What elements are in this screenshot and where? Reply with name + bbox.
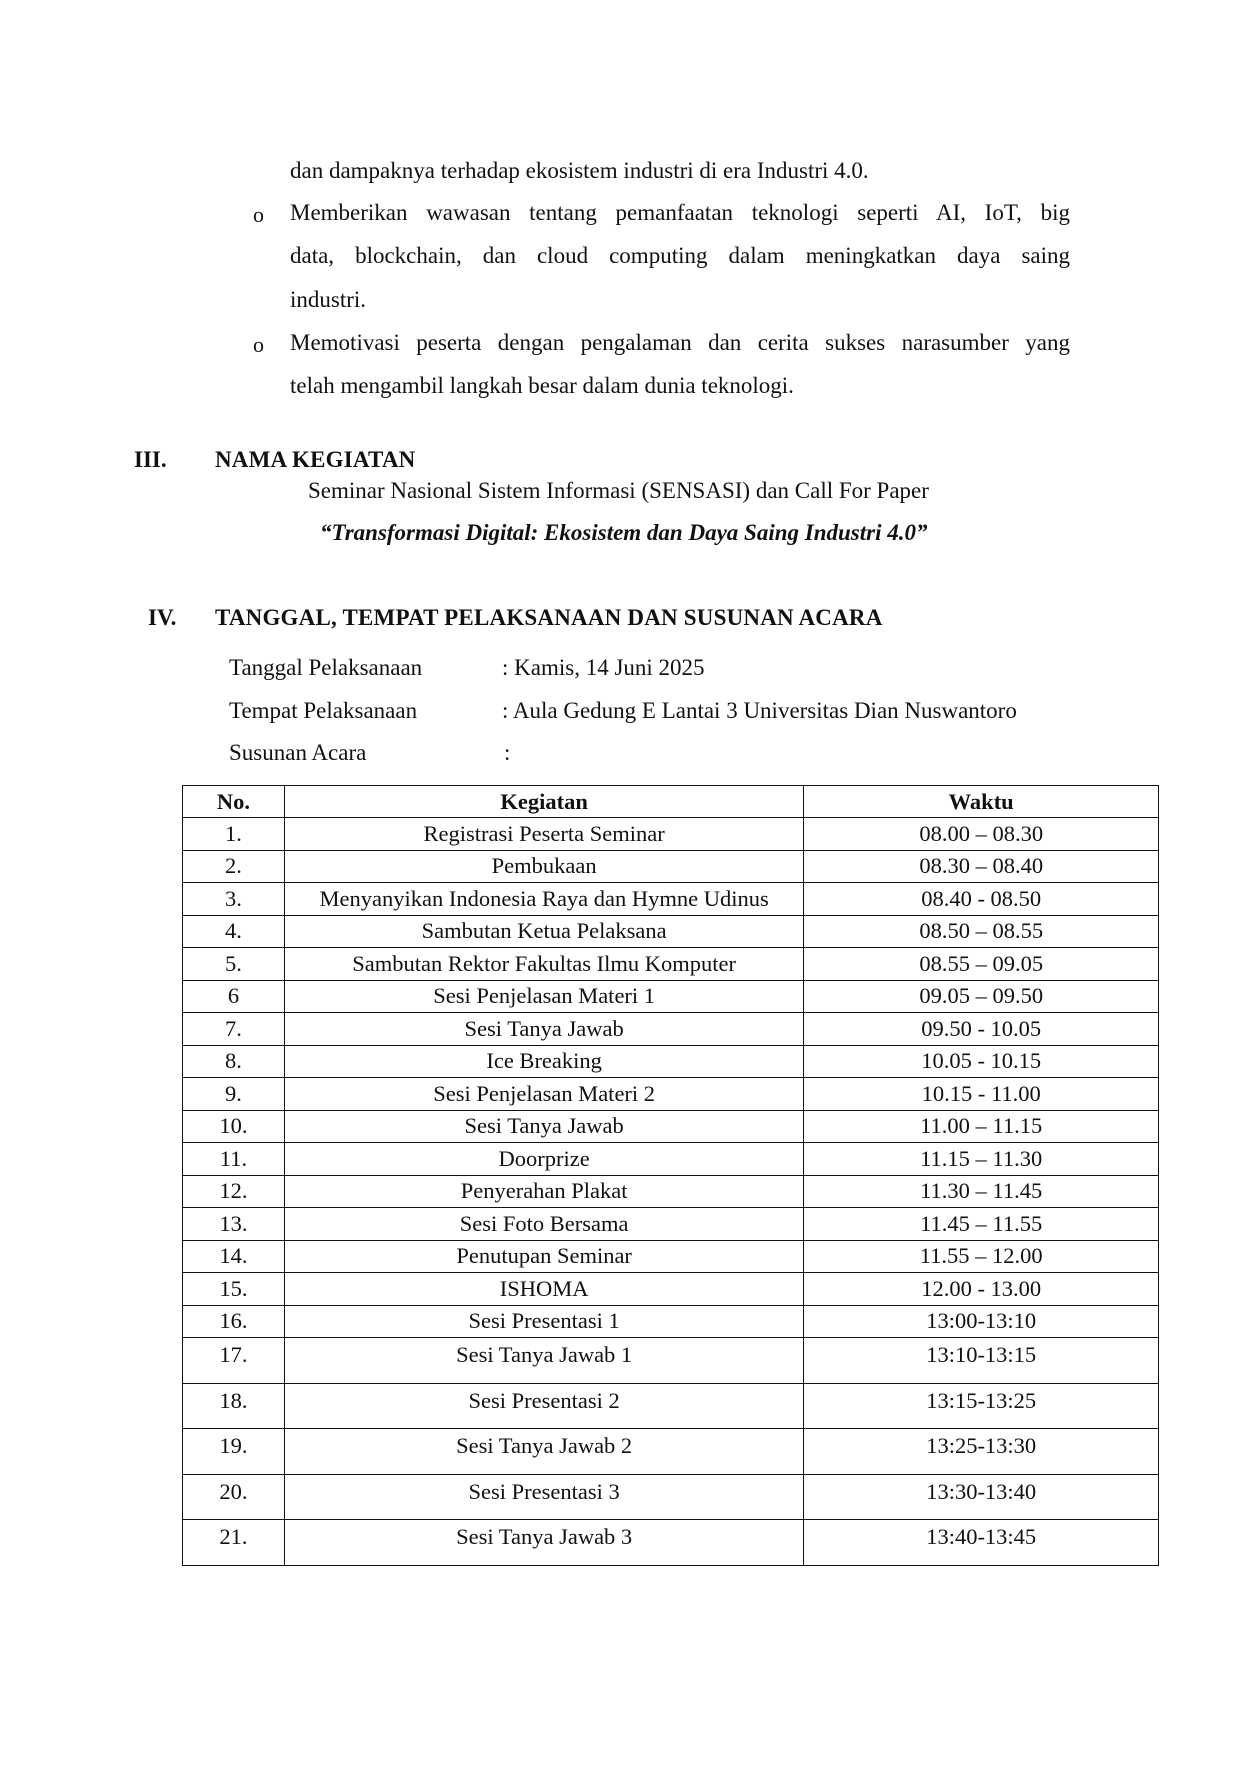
table-row <box>183 883 1159 916</box>
table-row <box>183 915 1159 948</box>
row-time: 11.55 – 12.00 <box>804 1240 1159 1273</box>
row-activity: Sesi Penjelasan Materi 1 <box>284 980 803 1013</box>
header-activity: Kegiatan <box>284 786 803 818</box>
row-no: 11. <box>183 1143 285 1176</box>
table-row <box>183 1045 1159 1078</box>
header-time: Waktu <box>804 786 1159 818</box>
table-row <box>183 1338 1159 1384</box>
row-activity: ISHOMA <box>284 1273 803 1306</box>
row-activity: Sesi Foto Bersama <box>284 1208 803 1241</box>
row-time: 13:30-13:40 <box>804 1474 1159 1520</box>
table-row <box>183 1110 1159 1143</box>
row-no: 8. <box>183 1045 285 1078</box>
row-activity: Sesi Presentasi 1 <box>284 1305 803 1338</box>
row-no: 9. <box>183 1078 285 1111</box>
row-time: 08.30 – 08.40 <box>804 850 1159 883</box>
event-name: Seminar Nasional Sistem Informasi (SENSASI) dan Call For Paper <box>308 478 929 503</box>
table-row <box>183 1013 1159 1046</box>
event-theme: “Transformasi Digital: Ekosistem dan Daya Saing Industri 4.0” <box>320 520 928 545</box>
row-no: 18. <box>183 1383 285 1429</box>
table-row <box>183 1383 1159 1429</box>
row-time: 10.15 - 11.00 <box>804 1078 1159 1111</box>
table-row <box>183 850 1159 883</box>
table-row <box>183 1273 1159 1306</box>
row-time: 11.15 – 11.30 <box>804 1143 1159 1176</box>
table-row <box>183 980 1159 1013</box>
table-row <box>183 1240 1159 1273</box>
row-time: 11.30 – 11.45 <box>804 1175 1159 1208</box>
row-activity: Sesi Presentasi 2 <box>284 1383 803 1429</box>
row-activity: Doorprize <box>284 1143 803 1176</box>
table-row <box>183 1208 1159 1241</box>
row-activity: Sesi Tanya Jawab 2 <box>284 1429 803 1475</box>
row-no: 6 <box>183 980 285 1013</box>
row-no: 20. <box>183 1474 285 1520</box>
row-no: 13. <box>183 1208 285 1241</box>
row-activity: Sesi Tanya Jawab <box>284 1110 803 1143</box>
bullet-1-line-3: industri. <box>290 287 367 312</box>
row-time: 11.45 – 11.55 <box>804 1208 1159 1241</box>
row-time: 13:10-13:15 <box>804 1338 1159 1384</box>
row-no: 14. <box>183 1240 285 1273</box>
row-no: 4. <box>183 915 285 948</box>
bullet-2-line-1: Memotivasi peserta dengan pengalaman dan cerita sukses narasumber yang <box>290 330 1070 355</box>
agenda-colon: : <box>504 740 511 765</box>
table-row <box>183 1175 1159 1208</box>
row-no: 10. <box>183 1110 285 1143</box>
date-label: Tanggal Pelaksanaan <box>229 655 423 680</box>
table-row <box>183 1078 1159 1111</box>
table-row <box>183 1143 1159 1176</box>
bullet-1-line-2: data, blockchain, dan cloud computing dalam meningkatkan daya saing <box>290 243 1070 268</box>
section-3-number: III. <box>134 447 167 472</box>
row-activity: Sesi Presentasi 3 <box>284 1474 803 1520</box>
row-activity: Sambutan Ketua Pelaksana <box>284 915 803 948</box>
row-time: 13:40-13:45 <box>804 1520 1159 1566</box>
row-no: 19. <box>183 1429 285 1475</box>
row-no: 21. <box>183 1520 285 1566</box>
place-value: : Aula Gedung E Lantai 3 Universitas Dian Nuswantoro <box>502 698 1017 723</box>
bullet-2-line-2: telah mengambil langkah besar dalam dunia teknologi. <box>290 373 794 398</box>
row-no: 17. <box>183 1338 285 1384</box>
row-activity: Ice Breaking <box>284 1045 803 1078</box>
table-header-row <box>183 786 1159 818</box>
row-time: 08.40 - 08.50 <box>804 883 1159 916</box>
table-row <box>183 818 1159 851</box>
table-row <box>183 1474 1159 1520</box>
section-3-title: NAMA KEGIATAN <box>215 447 416 472</box>
agenda-label: Susunan Acara <box>229 740 367 765</box>
section-4-number: IV. <box>148 605 177 630</box>
row-time: 08.00 – 08.30 <box>804 818 1159 851</box>
row-time: 13:00-13:10 <box>804 1305 1159 1338</box>
section-4-title: TANGGAL, TEMPAT PELAKSANAAN DAN SUSUNAN ACARA <box>215 605 883 630</box>
bullet-continuation: dan dampaknya terhadap ekosistem industri di era Industri 4.0. <box>290 158 869 183</box>
table-row <box>183 1305 1159 1338</box>
bullet-1-line-1: Memberikan wawasan tentang pemanfaatan teknologi seperti AI, IoT, big <box>290 200 1070 225</box>
row-time: 08.50 – 08.55 <box>804 915 1159 948</box>
row-no: 2. <box>183 850 285 883</box>
row-activity: Menyanyikan Indonesia Raya dan Hymne Udinus <box>284 883 803 916</box>
row-time: 11.00 – 11.15 <box>804 1110 1159 1143</box>
row-time: 09.50 - 10.05 <box>804 1013 1159 1046</box>
row-activity: Penyerahan Plakat <box>284 1175 803 1208</box>
row-no: 16. <box>183 1305 285 1338</box>
row-no: 5. <box>183 948 285 981</box>
row-activity: Penutupan Seminar <box>284 1240 803 1273</box>
row-no: 12. <box>183 1175 285 1208</box>
row-time: 08.55 – 09.05 <box>804 948 1159 981</box>
date-value: : Kamis, 14 Juni 2025 <box>502 655 705 680</box>
bullet-marker-2: o <box>253 332 264 357</box>
row-activity: Registrasi Peserta Seminar <box>284 818 803 851</box>
table-row <box>183 1429 1159 1475</box>
row-activity: Sesi Tanya Jawab 3 <box>284 1520 803 1566</box>
row-activity: Sambutan Rektor Fakultas Ilmu Komputer <box>284 948 803 981</box>
row-time: 13:15-13:25 <box>804 1383 1159 1429</box>
bullet-marker-1: o <box>253 202 264 227</box>
row-no: 1. <box>183 818 285 851</box>
row-no: 3. <box>183 883 285 916</box>
row-time: 09.05 – 09.50 <box>804 980 1159 1013</box>
row-activity: Sesi Tanya Jawab <box>284 1013 803 1046</box>
table-row <box>183 948 1159 981</box>
row-time: 12.00 - 13.00 <box>804 1273 1159 1306</box>
row-activity: Sesi Penjelasan Materi 2 <box>284 1078 803 1111</box>
table-row <box>183 1520 1159 1566</box>
row-no: 7. <box>183 1013 285 1046</box>
row-no: 15. <box>183 1273 285 1306</box>
row-time: 13:25-13:30 <box>804 1429 1159 1475</box>
row-activity: Pembukaan <box>284 850 803 883</box>
place-label: Tempat Pelaksanaan <box>229 698 418 723</box>
schedule-table <box>182 785 1159 1566</box>
row-time: 10.05 - 10.15 <box>804 1045 1159 1078</box>
header-no: No. <box>183 786 285 818</box>
row-activity: Sesi Tanya Jawab 1 <box>284 1338 803 1384</box>
